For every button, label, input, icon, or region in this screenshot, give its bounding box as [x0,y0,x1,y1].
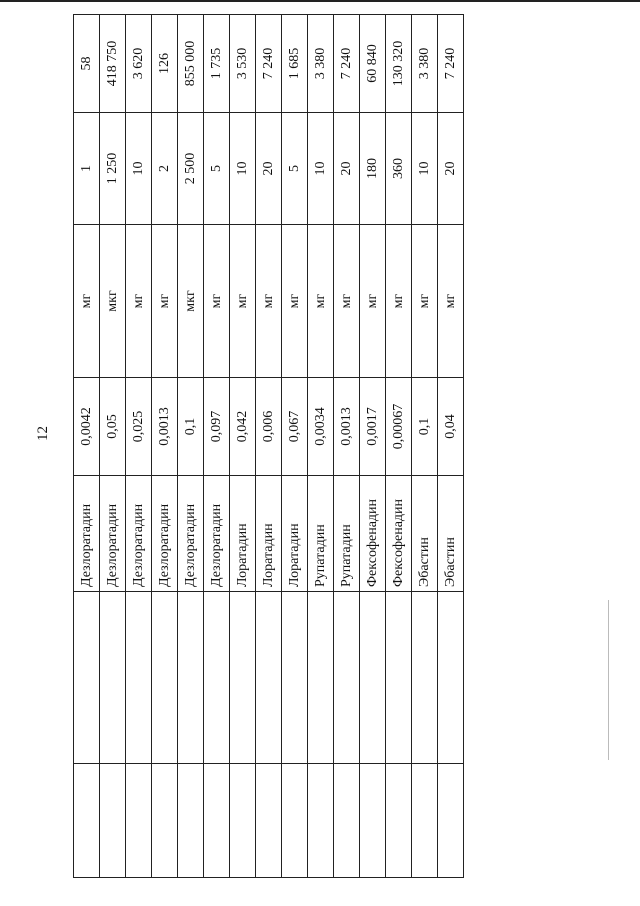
unit-cell: мг [438,225,464,378]
value-cell: 0,0042 [74,378,100,476]
dose-cell: 360 [386,113,412,225]
table-row [74,15,100,878]
blank-cell [282,592,308,764]
table-row [386,15,412,878]
value-cell: 0,042 [230,378,256,476]
total-cell: 7 240 [438,15,464,113]
unit-cell: мг [412,225,438,378]
total-cell: 3 620 [126,15,152,113]
total-cell: 130 320 [386,15,412,113]
total-cell: 7 240 [256,15,282,113]
table-row [282,15,308,878]
unit-cell: мкг [100,225,126,378]
blank-cell [256,592,282,764]
blank-cell [204,592,230,764]
substance-cell: Фексофенадин [386,476,412,592]
unit-cell: мг [308,225,334,378]
blank-cell [74,764,100,878]
value-cell: 0,1 [178,378,204,476]
total-cell: 418 750 [100,15,126,113]
blank-cell [334,764,360,878]
blank-cell [308,592,334,764]
blank-cell [360,592,386,764]
table-row [204,15,230,878]
value-cell: 0,006 [256,378,282,476]
dose-cell: 180 [360,113,386,225]
total-cell: 3 530 [230,15,256,113]
blank-cell [178,764,204,878]
blank-cell [126,592,152,764]
unit-cell: мг [386,225,412,378]
dose-cell: 20 [334,113,360,225]
substance-cell: Рупатадин [334,476,360,592]
substance-cell: Лоратадин [230,476,256,592]
table-row [178,15,204,878]
dose-cell: 1 [74,113,100,225]
dose-cell: 10 [230,113,256,225]
blank-cell [74,592,100,764]
blank-cell [308,764,334,878]
substance-cell: Дезлоратадин [204,476,230,592]
value-cell: 0,04 [438,378,464,476]
page-number: 12 [35,426,51,441]
dose-cell: 1 250 [100,113,126,225]
table-row [256,15,282,878]
dose-cell: 10 [308,113,334,225]
total-cell: 58 [74,15,100,113]
blank-cell [230,592,256,764]
total-cell: 126 [152,15,178,113]
unit-cell: мг [230,225,256,378]
value-cell: 0,0013 [152,378,178,476]
dose-cell: 10 [126,113,152,225]
blank-cell [282,764,308,878]
unit-cell: мкг [178,225,204,378]
table-row [438,15,464,878]
total-cell: 855 000 [178,15,204,113]
blank-cell [360,764,386,878]
table-row [100,15,126,878]
substance-cell: Фексофенадин [360,476,386,592]
unit-cell: мг [360,225,386,378]
blank-cell [412,764,438,878]
blank-cell [256,764,282,878]
blank-cell [386,764,412,878]
dose-cell: 2 [152,113,178,225]
dose-cell: 10 [412,113,438,225]
table-row [308,15,334,878]
blank-cell [152,592,178,764]
total-cell: 3 380 [308,15,334,113]
table-rotated-container [73,27,457,878]
substance-cell: Рупатадин [308,476,334,592]
data-table [73,14,464,878]
blank-cell [438,764,464,878]
unit-cell: мг [256,225,282,378]
unit-cell: мг [126,225,152,378]
table-row [334,15,360,878]
blank-cell [386,592,412,764]
blank-cell [100,764,126,878]
substance-cell: Лоратадин [256,476,282,592]
value-cell: 0,0017 [360,378,386,476]
total-cell: 60 840 [360,15,386,113]
total-cell: 7 240 [334,15,360,113]
page-top-edge [0,0,640,2]
substance-cell: Дезлоратадин [74,476,100,592]
substance-cell: Лоратадин [282,476,308,592]
unit-cell: мг [74,225,100,378]
value-cell: 0,0034 [308,378,334,476]
unit-cell: мг [204,225,230,378]
dose-cell: 20 [256,113,282,225]
substance-cell: Дезлоратадин [100,476,126,592]
dose-cell: 20 [438,113,464,225]
blank-cell [412,592,438,764]
unit-cell: мг [282,225,308,378]
table-frame [73,27,457,878]
table-row [230,15,256,878]
value-cell: 0,025 [126,378,152,476]
total-cell: 1 735 [204,15,230,113]
unit-cell: мг [334,225,360,378]
value-cell: 0,00067 [386,378,412,476]
table-row [152,15,178,878]
blank-cell [178,592,204,764]
value-cell: 0,1 [412,378,438,476]
unit-cell: мг [152,225,178,378]
value-cell: 0,05 [100,378,126,476]
table-row [360,15,386,878]
dose-cell: 5 [204,113,230,225]
scan-artifact-line [608,600,609,760]
table-row [126,15,152,878]
value-cell: 0,067 [282,378,308,476]
value-cell: 0,0013 [334,378,360,476]
table-body [74,15,464,878]
substance-cell: Дезлоратадин [152,476,178,592]
substance-cell: Дезлоратадин [178,476,204,592]
blank-cell [204,764,230,878]
blank-cell [100,592,126,764]
total-cell: 3 380 [412,15,438,113]
blank-cell [334,592,360,764]
dose-cell: 5 [282,113,308,225]
value-cell: 0,097 [204,378,230,476]
blank-cell [230,764,256,878]
blank-cell [438,592,464,764]
blank-cell [126,764,152,878]
substance-cell: Дезлоратадин [126,476,152,592]
dose-cell: 2 500 [178,113,204,225]
substance-cell: Эбастин [412,476,438,592]
blank-cell [152,764,178,878]
substance-cell: Эбастин [438,476,464,592]
total-cell: 1 685 [282,15,308,113]
table-row [412,15,438,878]
